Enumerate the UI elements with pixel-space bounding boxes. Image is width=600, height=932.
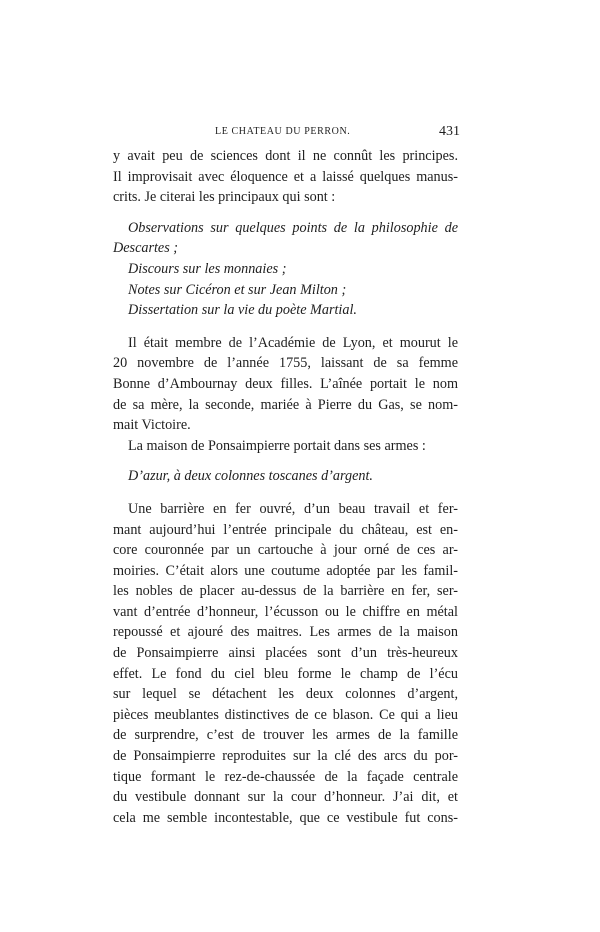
- work-title: Notes sur Cicéron et sur Jean Milton ;: [128, 281, 347, 298]
- work-title: Observations sur quelques points de la philosophie de: [128, 219, 458, 236]
- text-line: vant d’entrée d’honneur, l’écusson ou le chiffre en métal: [113, 603, 458, 620]
- text-line: effet. Le fond du ciel bleu forme le champ de l’écu: [113, 665, 458, 682]
- work-title: Dissertation sur la vie du poète Martial.: [128, 302, 357, 319]
- text-line: y avait peu de sciences dont il ne connût les principes.: [113, 148, 458, 164]
- text-line: Il improvisait avec éloquence et a laissé quelques manus-: [113, 168, 458, 185]
- text-line: repoussé et ajouré des maitres. Les armes de la maison: [113, 624, 458, 641]
- running-title: LE CHATEAU DU PERRON.: [215, 126, 351, 137]
- text-line: sur lequel se détachent les deux colonnes d’argent,: [113, 686, 458, 703]
- intro-paragraph: [113, 146, 458, 208]
- works-list: [113, 218, 458, 321]
- text-line: de sa mère, la seconde, mariée à Pierre du Gas, se nom-: [113, 396, 458, 413]
- text-line: core couronnée par un cartouche à jour orné de ces ar-: [113, 542, 458, 559]
- arms-intro: La maison de Ponsaimpierre portait dans ses armes :: [128, 437, 426, 454]
- blazon: D’azur, à deux colonnes toscanes d’argent.: [128, 468, 373, 485]
- text-line: les nobles de placer au-dessus de la barrière en fer, ser-: [113, 583, 458, 600]
- page-number: 431: [439, 124, 460, 139]
- text-line: moiries. C’était alors une coutume adoptée par les famil-: [113, 562, 458, 579]
- text-line: crits. Je citerai les principaux qui sont :: [113, 189, 336, 206]
- text-line: tique formant le rez-de-chaussée de la façade centrale: [113, 768, 458, 785]
- text-line: Il était membre de l’Académie de Lyon, et mourut le: [128, 334, 458, 351]
- text-line: mait Victoire.: [113, 417, 191, 434]
- barriere-paragraph: [113, 499, 458, 829]
- text-line: 20 novembre de l’année 1755, laissant de sa femme: [113, 355, 458, 372]
- work-title: Discours sur les monnaies ;: [128, 260, 287, 277]
- text-line: de surprendre, c’est de trouver les armes de la famille: [113, 727, 458, 744]
- text-line: de Ponsaimpierre ainsi placées sont d’un très-heureux: [113, 645, 458, 662]
- text-line: mant aujourd’hui l’entrée principale du château, est en-: [113, 521, 458, 538]
- work-title: Descartes ;: [113, 240, 179, 257]
- text-line: Une barrière en fer ouvré, d’un beau travail et fer-: [128, 500, 458, 517]
- text-line: Bonne d’Ambournay deux filles. L’aînée portait le nom: [113, 375, 458, 392]
- academie-paragraph: [113, 333, 458, 436]
- text-line: pièces meublantes distinctives de ce blason. Ce qui a lieu: [113, 706, 458, 723]
- text-line: du vestibule donnant sur la cour d’honneur. J’ai dit, et: [113, 789, 458, 806]
- running-header: [110, 124, 460, 144]
- body-text: [113, 146, 458, 828]
- text-line: cela me semble incontestable, que ce vestibule fut cons-: [113, 809, 458, 826]
- text-line: de Ponsaimpierre reproduites sur la clé des arcs du por-: [113, 748, 458, 765]
